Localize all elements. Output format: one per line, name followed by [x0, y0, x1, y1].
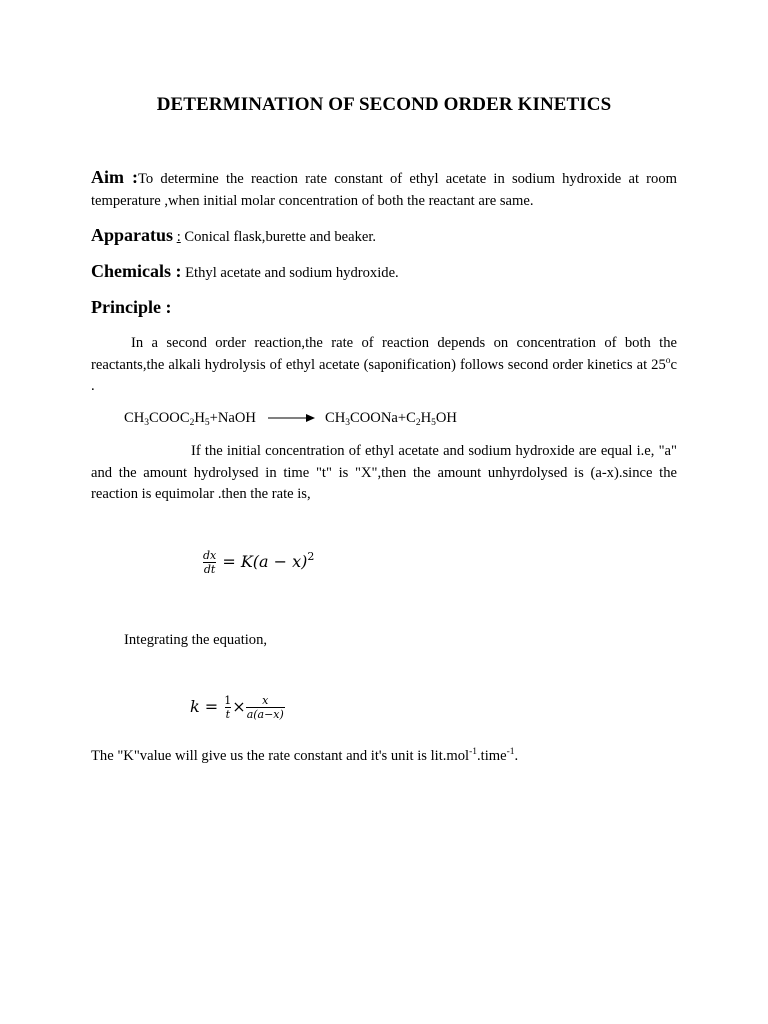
explanation-paragraph: If the initial concentration of ethyl acetate and sodium hydroxide are equal i.e, "a" and the amount hydrolysed in time "t" is "X",then the amount unhyrdolysed is (a-x).since the reaction is equimolar .then the rate is, [91, 443, 677, 502]
conclusion-end: . [514, 748, 519, 764]
aim-section [91, 167, 677, 212]
reaction-arrow-icon [268, 412, 316, 424]
product-part: OH [435, 410, 457, 426]
reactant-part: CH [124, 410, 145, 426]
chemicals-label: Chemicals : [91, 261, 182, 281]
product-part: CH [325, 410, 346, 426]
rate-equation [202, 549, 314, 576]
k-fraction-2 [246, 694, 285, 721]
aim-label: Aim : [91, 167, 139, 187]
rate-denominator: dt [203, 563, 216, 576]
k-f1-numerator: 1 [224, 694, 232, 707]
rate-rhs: = K(a − x) [222, 552, 308, 571]
integrating-text: Integrating the equation, [124, 632, 268, 648]
reactant-sub: 2 [189, 418, 195, 428]
principle-text: In a second order reaction,the rate of reaction depends on concentration of both the reactants,the alkali hydrolysis of ethyl acetate (saponification) follows second order kinetics at 25 [91, 335, 677, 373]
product-sub: 5 [431, 418, 436, 428]
k-lhs: k = [190, 697, 219, 716]
page-title: DETERMINATION OF SECOND ORDER KINETICS [156, 94, 612, 115]
aim-text: To determine the reaction rate constant of ethyl acetate in sodium hydroxide at room temperature ,when initial molar concentration of both the reactant are same. [91, 171, 677, 209]
principle-label: Principle : [91, 297, 172, 317]
reaction-reactants [124, 410, 256, 427]
unit-exponent-time: -1 [506, 747, 515, 757]
rate-numerator: dx [203, 549, 217, 562]
product-sub: 3 [345, 418, 351, 428]
reactant-part: +NaOH [209, 410, 256, 426]
k-f1-denominator: t [225, 708, 230, 721]
k-f2-denominator: a(a−x) [246, 708, 284, 721]
rate-fraction [202, 549, 217, 576]
k-f2-numerator: x [262, 694, 269, 707]
reactant-sub: 5 [204, 418, 210, 428]
reaction-products [325, 410, 457, 427]
conclusion-text: The "K"value will give us the rate constant and it's unit is lit.mol [91, 748, 470, 764]
apparatus-colon: : [176, 229, 181, 245]
chemicals-text: Ethyl acetate and sodium hydroxide. [181, 265, 399, 281]
conclusion-paragraph [91, 746, 677, 768]
apparatus-text: Conical flask,burette and beaker. [180, 229, 377, 245]
reactant-part: H [194, 410, 205, 426]
conclusion-mid: .time [477, 748, 507, 764]
k-fraction-1 [223, 694, 232, 721]
principle-text-end: c . [91, 356, 677, 394]
apparatus-label: Apparatus [91, 225, 174, 245]
degree-symbol: o [665, 355, 671, 366]
rate-exponent: 2 [307, 550, 315, 563]
chemicals-section [91, 261, 677, 285]
reactant-part: COOC [149, 410, 190, 426]
principle-heading [91, 297, 677, 321]
reactant-sub: 3 [144, 418, 150, 428]
unit-exponent-mol: -1 [469, 747, 478, 757]
product-sub: 2 [415, 418, 421, 428]
product-part: H [420, 410, 432, 426]
k-equation [190, 694, 285, 721]
product-part: COONa+C [350, 410, 416, 426]
principle-paragraph [91, 333, 677, 398]
apparatus-section [91, 225, 677, 249]
k-times: × [232, 697, 246, 716]
